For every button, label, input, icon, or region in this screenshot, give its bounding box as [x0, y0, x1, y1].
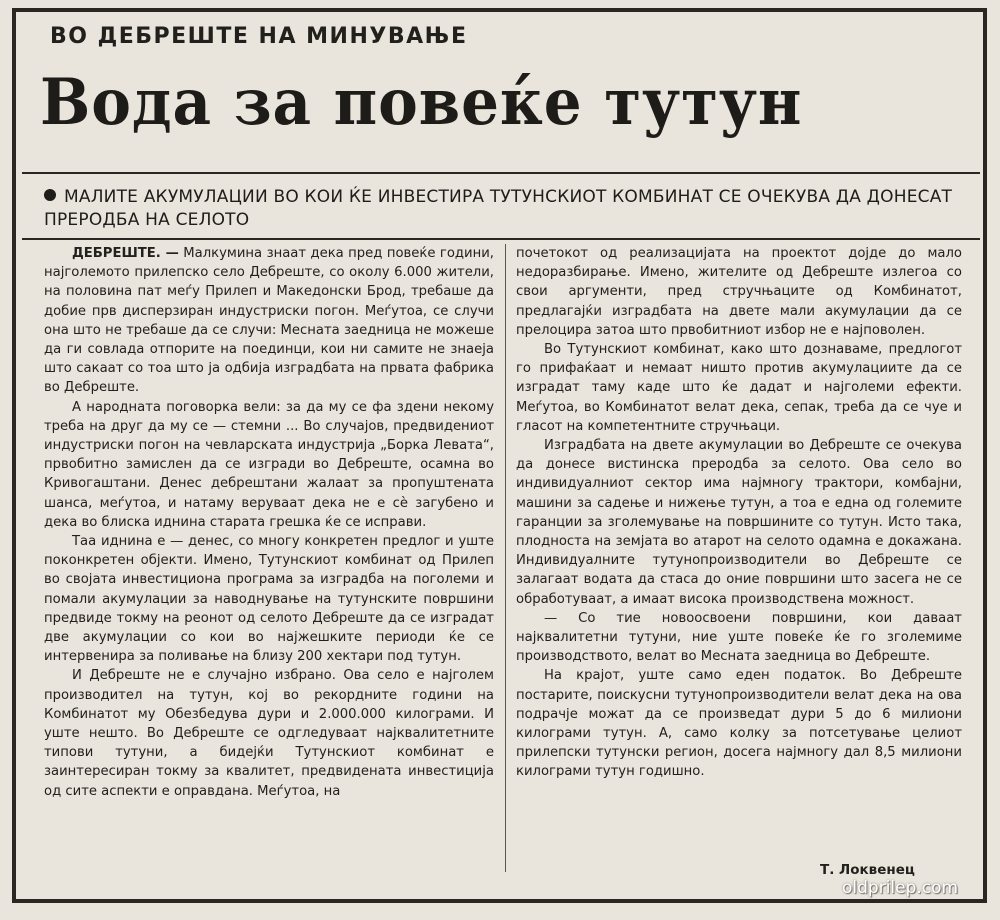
paragraph: почетокот од реализацијата на проектот дојде до мало недоразбирање. Имено, жителите од Дебреште излегоа со свои аргументи, пред стручњаците од Комбинатот, предлагајќи изградбата на двете мали акумулации да се прелоцира затоа што првобитниот избор не е најповолен. [516, 246, 962, 338]
column-divider [505, 244, 506, 872]
paragraph: Изградбата на двете акумулации во Дебреште се очекува да донесе вистинска преродба за селото. Ова село во индивидуалниот сектор има најмногу трактори, комбајни, машини за садење и нижење тутун, а тоа е една од големите гаранции за зголемување на површините со тутун. Исто така, плодноста на земјата во атарот на селото одамна е докажана. Индивидуалните тутунопроизводители во Дебреште се залагаат водата да стаса до оние површини што засега не се обработуваат, а имаат висока производствена можност. [516, 438, 962, 607]
kicker: ВО ДЕБРЕШТЕ НА МИНУВАЊЕ [50, 24, 468, 49]
frame-border-left [12, 8, 16, 903]
frame-border-bottom [12, 899, 987, 903]
bullet-icon [44, 189, 56, 201]
headline: Вода за повеќе тутун [40, 65, 803, 140]
subhead [44, 186, 964, 232]
paragraph: Во Тутунскиот комбинат, како што дознаваме, предлогот го прифаќаат и немаат ништо против акумулациите да се изградат таму каде што ќе дадат и најголеми ефекти. Меѓутоа, во Комбинатот велат дека, сепак, треба да се чуе и гласот на компетентните стручњаци. [516, 342, 962, 434]
rule-divider [22, 172, 980, 174]
dateline: ДЕБРЕШТЕ. — [72, 246, 179, 261]
paragraph: А народната поговорка вели: за да му се фа здени некому треба на друг да му се — стемни ... Во случајов, предвидениот индустриски погон на чевларската индустрија „Борка Левата“, првобитно замислен да се изгради во Дебреште, осамна во Кривогаштани. Денес дебрештани жалаат за пропуштената шанса, меѓутоа, и натаму веруваат дека не е сè загубено и дека во блиска иднина старата грешка ќе се исправи. [44, 399, 494, 530]
article-column-left [44, 244, 494, 801]
frame-border-right [983, 8, 987, 903]
subhead-text: МАЛИТЕ АКУМУЛАЦИИ ВО КОИ ЌЕ ИНВЕСТИРА ТУТУНСКИОТ КОМБИНАТ СЕ ОЧЕКУВА ДА ДОНЕСАТ ПРЕРОДБА НА СЕЛОТО [44, 187, 953, 230]
rule-divider [22, 238, 980, 240]
paragraph [44, 244, 494, 398]
paragraph: Таа иднина е — денес, со многу конкретен предлог и уште поконкретен објекти. Имено, Тутунскиот комбинат од Прилеп во својата инвестициона програма за изградба на поголеми и помали акумулации за наводнување на тутунските површини предвиде токму на реонот од селото Дебреште да се изградат две акумулации со кои во најжешките периоди ќе се интервенира за поливање на близу 200 хектари под тутун. [44, 534, 494, 665]
paragraph: — Со тие новоосвоени површини, кои даваат најквалитетни тутуни, ние уште повеќе ќе го зголемиме производството, велат во Месната заедница во Дебреште. [516, 610, 962, 665]
author-signature: Т. Локвенец [820, 862, 915, 878]
paragraph: И Дебреште не е случајно избрано. Ова село е најголем производител на тутун, кој во рекордните години на Комбинатот му Обезбедува дури и 2.000.000 килограми. И уште нешто. Во Дебреште се одгледуваат најквалитетните типови тутуни, а бидејќи Тутунскиот комбинат е заинтересиран токму за квалитет, предвидената инвестиција од сите аспекти е оправдана. Меѓутоа, на [44, 668, 494, 799]
paragraph-text: Малкумина знаат дека пред повеќе години, најголемото прилепско село Дебреште, со околу 6.000 жители, на половина пат меѓу Прилеп и Македонски Брод, требаше да добие прв дисперзиран индустриски погон. Меѓутоа, се случи она што не требаше да се случи: Месната заедница не можеше да ги совлада отпорите на поединци, кои ни самите не знаеја што сакаат со тоа што ја одбија изградбата на првата фабрика во Дебреште. [44, 246, 495, 396]
article-column-right [516, 244, 962, 782]
watermark: oldprilep.com [842, 878, 959, 898]
paragraph: На крајот, уште само еден податок. Во Дебреште постарите, поискусни тутунопроизводители велат дека на ова подрачје можат да се произведат дури 5 до 6 милиони килограми тутун. А, само колку за потсетување целиот прилепски тутунски регион, досега најмногу дал 8,5 милиони килограми тутун годишно. [516, 668, 962, 780]
frame-border-top [12, 8, 987, 12]
